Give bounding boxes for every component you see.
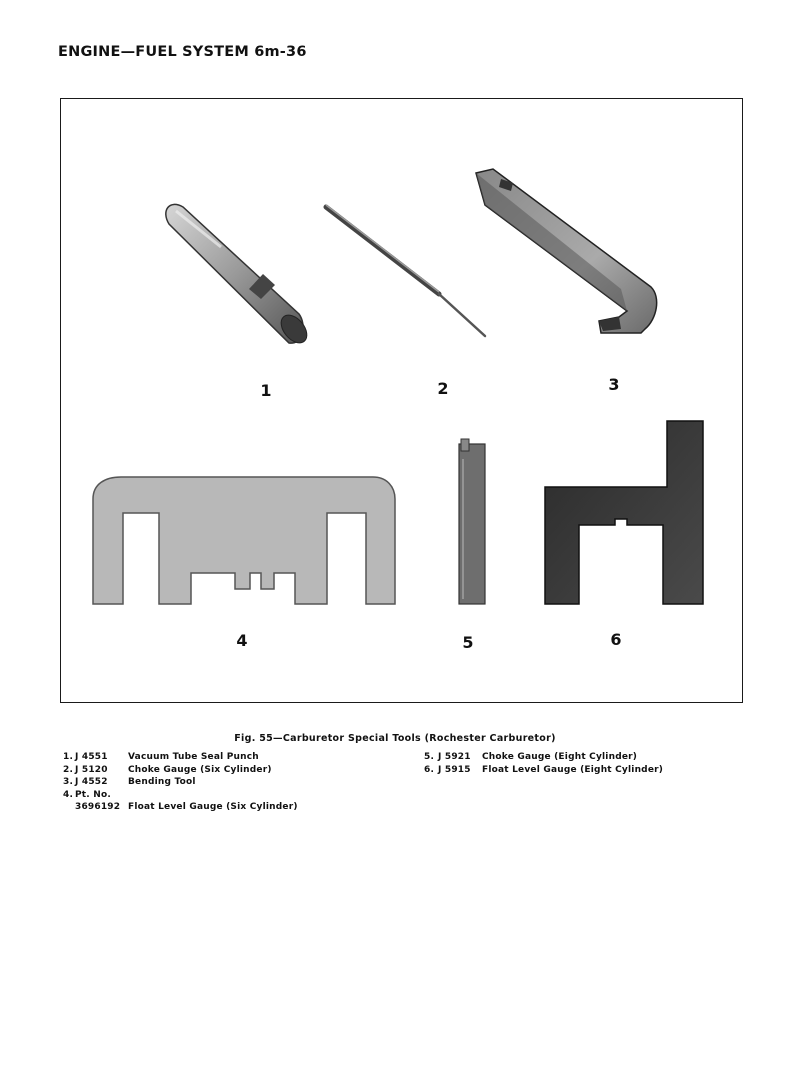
page-header: ENGINE—FUEL SYSTEM 6m-36	[58, 44, 307, 60]
legend-code: J 4552	[75, 777, 108, 787]
figure-label-2: 2	[437, 379, 449, 398]
tool-4-float-level-gauge	[93, 477, 395, 604]
legend-desc: Choke Gauge (Eight Cylinder)	[482, 752, 638, 762]
legend-index: 3.	[63, 777, 74, 787]
legend-code: J 5915	[438, 764, 471, 775]
figure-label-5: 5	[462, 633, 474, 652]
legend-code: J 4551	[75, 752, 108, 762]
legend-index: 1.	[63, 752, 74, 762]
figure-label-6: 6	[610, 630, 622, 649]
figure-photo	[60, 98, 743, 703]
tool-1-seal-punch	[166, 204, 312, 347]
figure-label-1: 1	[260, 381, 272, 400]
legend-desc: Vacuum Tube Seal Punch	[128, 752, 259, 762]
legend-index: 5.	[424, 752, 435, 762]
legend-index: 6.	[424, 764, 435, 775]
tool-5-choke-gauge	[459, 439, 485, 604]
figure-caption: Fig. 55—Carburetor Special Tools (Rochester Carburetor)	[234, 733, 556, 744]
legend-index: 2.	[63, 764, 74, 775]
legend-desc: Bending Tool	[128, 777, 196, 787]
legend-desc: Float Level Gauge (Six Cylinder)	[128, 802, 298, 812]
tool-6-float-level-gauge	[545, 421, 703, 604]
tool-3-bending-tool	[476, 169, 657, 333]
legend-desc: Float Level Gauge (Eight Cylinder)	[482, 764, 664, 775]
legend-code: J 5921	[438, 752, 471, 762]
legend-code: Pt. No.	[75, 789, 111, 800]
legend-desc: Choke Gauge (Six Cylinder)	[128, 764, 272, 775]
legend-code: J 5120	[75, 764, 108, 775]
figure-label-4: 4	[236, 631, 248, 650]
legend-index: 4.	[63, 789, 74, 800]
figure-label-3: 3	[608, 375, 620, 394]
legend-code: 3696192	[75, 802, 121, 812]
tool-2-choke-gauge-rod	[326, 205, 485, 336]
tools-illustration	[61, 99, 742, 702]
